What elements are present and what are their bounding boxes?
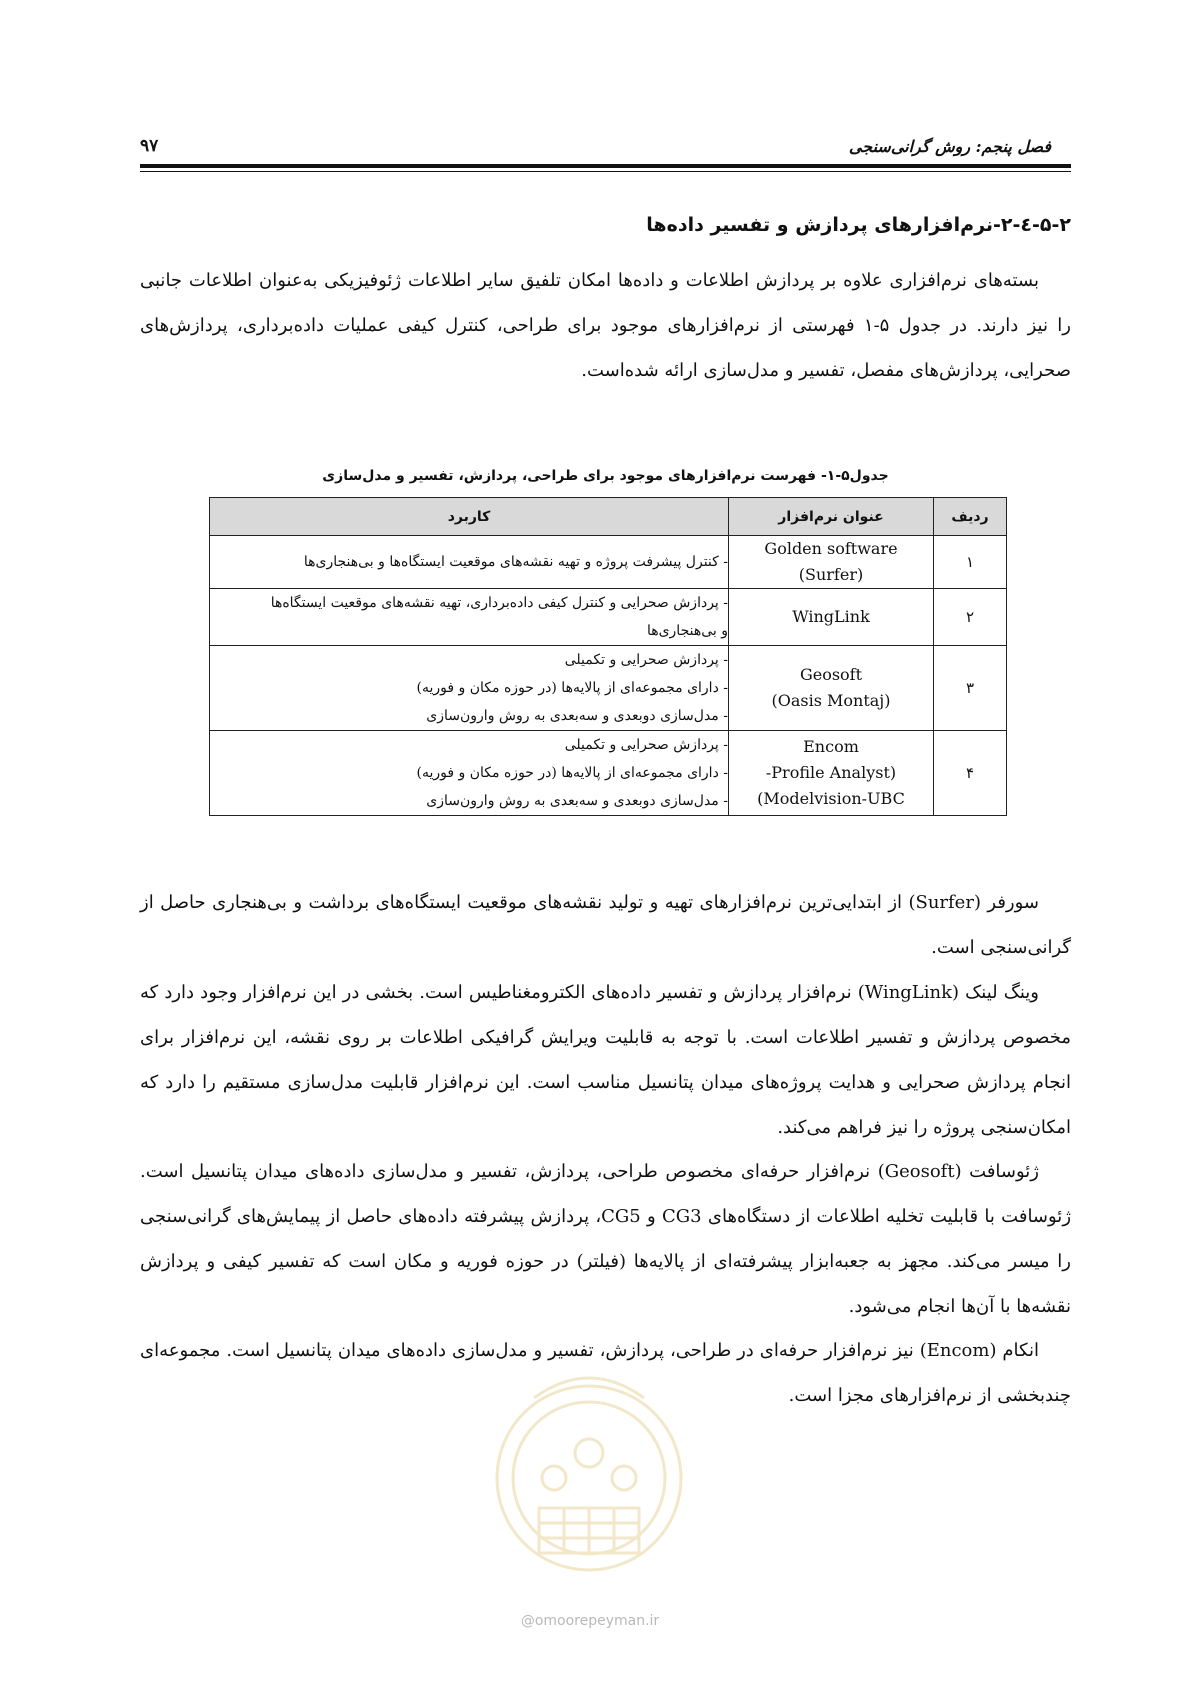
- usage-cell: [210, 646, 729, 731]
- row-number-cell: ۴: [934, 731, 1007, 816]
- winglink-paragraph: وینگ لینک (WingLink) نرم‌افزار پردازش و تفسیر داده‌های الکترومغناطیس است. بخشی در این نرم‌افزار وجود دارد که مخصوص پردازش و تفسیر اطلاعات است. با توجه به قابلیت ویرایش گرافیکی اطلاعات بر روی نقشه، این نرم‌افزار برای انجام پردازش صحرایی و هدایت پروژه‌های میدان پتانسیل مناسب است. این نرم‌افزار قابلیت مدل‌سازی مستقیم را دارد که امکان‌سنجی پروژه را نیز فراهم می‌کند.: [140, 982, 1071, 1138]
- header-rule-thin: [140, 171, 1071, 172]
- usage-line: - مدل‌سازی دوبعدی و سه‌بعدی به روش وارون‌سازی: [426, 708, 728, 724]
- header-rule-thick: [140, 164, 1071, 168]
- software-name-line: Modelvision-UBC): [757, 789, 905, 808]
- watermark-seal-icon: [474, 1338, 704, 1588]
- usage-line: - پردازش صحرایی و تکمیلی: [564, 737, 728, 753]
- table-row: [210, 536, 1007, 589]
- software-name-line: (Oasis Montaj): [771, 691, 891, 710]
- table-row: [210, 589, 1007, 646]
- usage-line: - دارای مجموعه‌ای از پالایه‌ها (در حوزه مکان و فوریه): [416, 765, 728, 781]
- software-name-line: Encom: [803, 737, 859, 756]
- surfer-paragraph: سورفر (Surfer) از ابتدایی‌ترین نرم‌افزارهای تهیه و تولید نقشه‌های موقعیت ایستگاه‌های برداشت و بی‌هنجاری حاصل از گرانی‌سنجی است.: [140, 892, 1071, 958]
- software-table: [209, 497, 1007, 816]
- running-header: [140, 128, 1051, 164]
- usage-cell: [210, 589, 729, 646]
- usage-line: و بی‌هنجاری‌ها: [646, 623, 728, 639]
- software-name-line: (Profile Analyst-: [765, 763, 897, 782]
- header-usage: کاربرد: [210, 498, 729, 536]
- software-name-cell: [729, 731, 934, 816]
- usage-line: - پردازش صحرایی و تکمیلی: [564, 652, 728, 668]
- row-number-cell: ۳: [934, 646, 1007, 731]
- page-number: ۹۷: [140, 136, 159, 156]
- software-name-cell: [729, 646, 934, 731]
- usage-line: - پردازش صحرایی و کنترل کیفی داده‌برداری، تهیه نقشه‌های موقعیت ایستگاه‌ها: [270, 595, 728, 611]
- software-name-line: Golden software: [764, 539, 898, 558]
- software-name-line: (Surfer): [798, 565, 864, 584]
- usage-line: - دارای مجموعه‌ای از پالایه‌ها (در حوزه مکان و فوریه): [416, 680, 728, 696]
- usage-line: - کنترل پیشرفت پروژه و تهیه نقشه‌های موقعیت ایستگاه‌ها و بی‌هنجاری‌ها: [303, 554, 728, 570]
- watermark-site: @omoorepeyman.ir: [520, 1613, 660, 1629]
- table-body: [210, 536, 1007, 816]
- section-heading: ۵-۲-٤-۲-نرم‌افزارهای پردازش و تفسیر داده‌ها: [646, 214, 1071, 236]
- table-caption: جدول۵-۱- فهرست نرم‌افزارهای موجود برای طراحی، پردازش، تفسیر و مدل‌سازی: [322, 468, 889, 484]
- row-number-cell: ۱: [934, 536, 1007, 589]
- software-name-line: Geosoft: [799, 665, 863, 684]
- usage-cell: [210, 731, 729, 816]
- table-row: [210, 646, 1007, 731]
- intro-paragraph: بسته‌های نرم‌افزاری علاوه بر پردازش اطلاعات و داده‌ها امکان تلفیق سایر اطلاعات ژئوفیزیکی به‌عنوان اطلاعات جانبی را نیز دارند. در جدول ۵-۱ فهرستی از نرم‌افزارهای موجود برای طراحی، کنترل کیفی عملیات داده‌برداری، پردازش‌های صحرایی، پردازش‌های مفصل، تفسیر و مدل‌سازی ارائه شده‌است.: [140, 270, 1071, 381]
- encom-paragraph: انکام (Encom) نیز نرم‌افزار حرفه‌ای در طراحی، پردازش، تفسیر و مدل‌سازی داده‌های میدان پتانسیل است. مجموعه‌ای چندبخشی از نرم‌افزارهای مجزا است.: [140, 1340, 1071, 1406]
- usage-line: - مدل‌سازی دوبعدی و سه‌بعدی به روش وارون‌سازی: [426, 793, 728, 809]
- usage-cell: [210, 536, 729, 589]
- software-name-cell: [729, 536, 934, 589]
- row-number-cell: ۲: [934, 589, 1007, 646]
- table-header-row: [210, 498, 1007, 536]
- header-software-name: عنوان نرم‌افزار: [729, 498, 934, 536]
- table-row: [210, 731, 1007, 816]
- software-name-line: WingLink: [792, 607, 870, 626]
- header-row-number: ردیف: [934, 498, 1007, 536]
- geosoft-paragraph: ژئوسافت (Geosoft) نرم‌افزار حرفه‌ای مخصوص طراحی، پردازش، تفسیر و مدل‌سازی داده‌های میدان پتانسیل است. ژئوسافت با قابلیت تخلیه اطلاعات از دستگاه‌های CG3 و CG5، پردازش پیشرفته داده‌های حاصل از پیمایش‌های گرانی‌سنجی را میسر می‌کند. مجهز به جعبه‌ابزار پیشرفته‌ای از پالایه‌ها (فیلتر) در حوزه فوریه و مکان است که تفسیر کیفی و پردازش نقشه‌ها با آن‌ها انجام می‌شود.: [140, 1161, 1072, 1317]
- software-name-cell: [729, 589, 934, 646]
- running-title: فصل پنجم: روش گرانی‌سنجی: [848, 136, 1051, 156]
